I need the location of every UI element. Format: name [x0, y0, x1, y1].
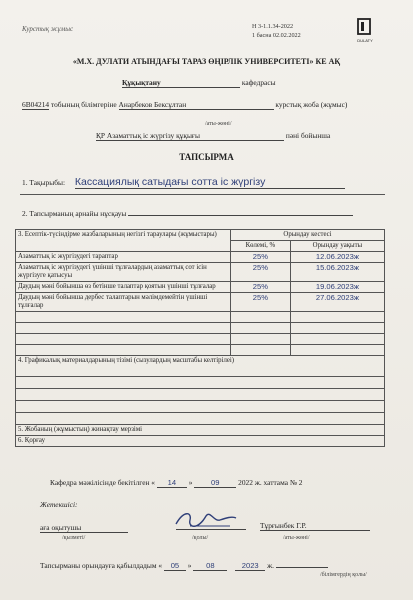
- row-volume: 25%: [231, 293, 291, 312]
- row-volume: 25%: [231, 282, 291, 293]
- empty-row: [16, 312, 385, 323]
- topic-value: Кассациялық сатыдағы сотта іс жүргізу: [75, 176, 345, 189]
- svg-text:DULATY: DULATY: [357, 38, 373, 43]
- table-row: [16, 282, 385, 293]
- row-volume: 25%: [231, 252, 291, 263]
- accepted-year-suffix: ж.: [267, 561, 275, 570]
- graphic-row: [16, 356, 385, 377]
- defense-row: [16, 436, 385, 447]
- approval-line: Кафедра мәжілісінде бекітілген « 14 » 09 2022 ж. хаттама № 2: [50, 478, 303, 487]
- accepted-prefix: Тапсырманы орындауға қабылдадым «: [40, 561, 163, 570]
- supervisor-position: [40, 523, 128, 533]
- row-date: 27.06.2023ж: [290, 293, 384, 312]
- document-title: ТАПСЫРМА: [179, 152, 234, 162]
- row-date: 12.06.2023ж: [290, 252, 384, 263]
- deadline-label: 5. Жобаның (жұмыстың) жинақтау мерзімі: [16, 425, 385, 436]
- table-row: [16, 263, 385, 282]
- special-label: 2. Тапсырманың арнайы нұсқауы: [22, 209, 127, 218]
- row-text: Даудың мәні бойынша өз бетінше талаптар қоятын үшінші тұлғалар: [16, 282, 231, 293]
- empty-row: [16, 334, 385, 345]
- program-code: 6В04214: [22, 100, 50, 109]
- subject-name: ҚР Азаматтық іс жүргізу құқығы: [96, 131, 200, 140]
- col-calc-header: 3. Есептік-түсіндірме жазбаларының негізгі тараулары (жұмыстары): [16, 230, 231, 252]
- approval-prefix: Кафедра мәжілісінде бекітілген «: [50, 478, 155, 487]
- approval-year: 2022 ж. хаттама № 2: [238, 478, 303, 487]
- row-text: Азаматтық іс жүргізудегі тараптар: [16, 252, 231, 263]
- defense-label: 6. Қорғау: [16, 436, 385, 447]
- doc-code: [252, 22, 301, 40]
- position-caption: /қызметі/: [62, 535, 86, 541]
- supervisor-name-line: [260, 521, 370, 531]
- doc-edition: 1 басна 02.02.2022: [252, 32, 301, 39]
- student-name: Анарбеков Бексұлтан: [118, 100, 187, 109]
- row-text: Даудың мәні бойынша дербес талаптарын мәлімдемейтін үшінші тұлғалар: [16, 293, 231, 312]
- faculty-suffix: кафедрасы: [241, 78, 276, 87]
- row-volume: 25%: [231, 263, 291, 282]
- empty-row: [16, 413, 385, 425]
- special-line: [22, 209, 353, 218]
- sign-line: [176, 523, 246, 532]
- empty-row: [16, 345, 385, 356]
- faculty-line: [122, 78, 276, 88]
- table-header-row: [16, 230, 385, 241]
- accepted-year: 2023: [235, 561, 265, 571]
- topic-extra-line: [20, 185, 385, 195]
- student-line: [22, 100, 347, 110]
- work-suffix: курстық жоба (жұмыс): [275, 100, 348, 109]
- subject-suffix: пәні бойынша: [285, 131, 331, 140]
- row-date: 15.06.2023ж: [290, 263, 384, 282]
- empty-row: [16, 389, 385, 401]
- approval-month: 09: [194, 478, 236, 488]
- graphic-label: 4. Графикалық материалдарының тізімі (сызулардың масштабы келтірілеі): [16, 356, 385, 377]
- table-row: [16, 293, 385, 312]
- row-text: Азаматтық іс жүргізудегі үшінші тұлғалардың азаматтық сот ісін жүргізуге қатысуы: [16, 263, 231, 282]
- table-row: [16, 252, 385, 263]
- accepted-day: 05: [164, 561, 186, 571]
- schedule-table: [15, 229, 385, 447]
- program-suffix: тобының білімгеріне: [50, 100, 117, 109]
- sign-caption: /қолы/: [192, 535, 209, 541]
- doc-code-number: Н 3-1.1.34-2022: [252, 23, 294, 30]
- col-volume-header: Көлемі, %: [231, 241, 291, 252]
- form-label: Курстық жұмыс: [22, 25, 74, 33]
- faculty-name: Құқықтану: [122, 78, 161, 87]
- name-caption: /аты-жөні/: [283, 535, 310, 541]
- deadline-row: [16, 425, 385, 436]
- supervisor-name: Тұрғынбек Г.Р.: [260, 521, 370, 531]
- position-value: аға оқытушы: [40, 523, 128, 533]
- empty-row: [16, 401, 385, 413]
- approval-day: 14: [157, 478, 187, 488]
- university-logo: [354, 18, 376, 46]
- empty-row: [16, 377, 385, 389]
- supervisor-label: Жетекшісі:: [40, 500, 78, 509]
- col-date-header: Орындау уақыты: [290, 241, 384, 252]
- student-name-caption: /аты-жөні/: [205, 121, 232, 127]
- topic-label: 1. Тақырыбы:: [22, 178, 65, 187]
- col-schedule-header: Орындау кестесі: [231, 230, 385, 241]
- university-name: «М.Х. ДУЛАТИ АТЫНДАҒЫ ТАРАЗ ӨҢІРЛІК УНИВЕРСИТЕТІ» КЕ АҚ: [72, 57, 341, 66]
- empty-row: [16, 323, 385, 334]
- accepted-month: 08: [193, 561, 227, 571]
- row-date: 19.06.2023ж: [290, 282, 384, 293]
- accepted-line: Тапсырманы орындауға қабылдадым « 05 » 08 2023 ж.: [40, 561, 328, 571]
- logo-icon: [354, 18, 376, 46]
- subject-line: [96, 131, 330, 141]
- student-sign-caption: /білімгердің қолы/: [320, 572, 367, 578]
